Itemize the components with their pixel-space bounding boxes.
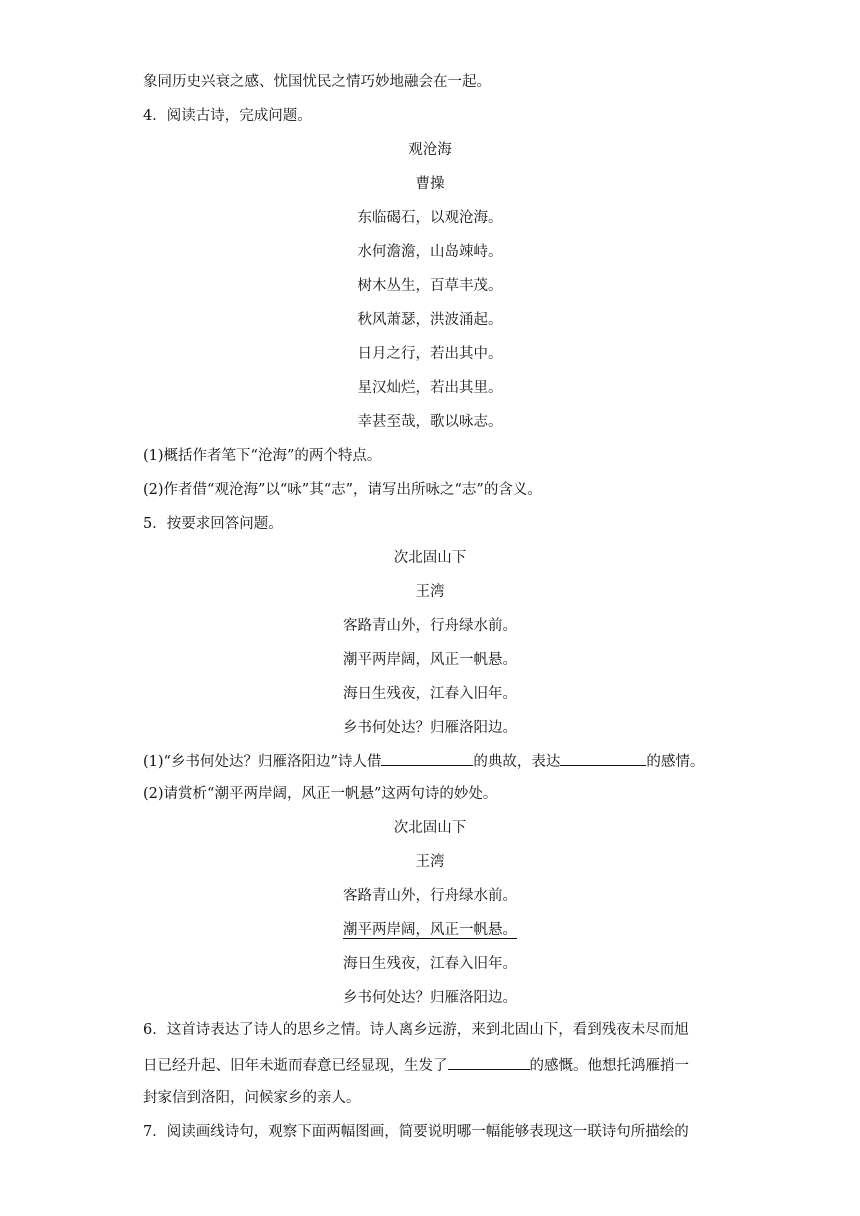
poem-author: 曹操 xyxy=(415,176,445,192)
answer-blank[interactable] xyxy=(560,750,646,766)
poem-line: 树木丛生，百草丰茂。 xyxy=(357,278,503,294)
question-7-line-1: 7．阅读画线诗句，观察下面两幅图画，简要说明哪一幅能够表现这一联诗句所描绘的 xyxy=(143,1124,689,1140)
answer-blank[interactable] xyxy=(448,1054,530,1070)
poem-line: 海日生残夜，江春入旧年。 xyxy=(343,956,517,972)
question-4-prompt: 4．阅读古诗，完成问题。 xyxy=(143,108,312,124)
poem-line: 海日生残夜，江春入旧年。 xyxy=(343,686,517,702)
poem-line: 乡书何处达？归雁洛阳边。 xyxy=(343,720,517,736)
poem-line: 客路青山外，行舟绿水前。 xyxy=(343,888,517,904)
question-4-sub-2: (2)作者借“观沧海”以“咏”其“志”，请写出所咏之“志”的含义。 xyxy=(143,482,542,498)
poem-line: 星汉灿烂，若出其里。 xyxy=(357,380,503,396)
poem-title: 观沧海 xyxy=(408,142,452,158)
poem-title: 次北固山下 xyxy=(393,820,467,836)
underlined-verse: 潮平两岸阔，风正一帆悬。 xyxy=(343,922,517,938)
poem-author: 王湾 xyxy=(415,854,445,870)
question-4-sub-1: (1)概括作者笔下“沧海”的两个特点。 xyxy=(143,448,382,464)
question-5-sub-1 xyxy=(143,750,704,772)
question-text: (1)“乡书何处达？归雁洛阳边”诗人借 xyxy=(143,754,382,770)
question-6-line-3: 封家信到洛阳，问候家乡的亲人。 xyxy=(143,1090,361,1106)
question-6-line-1: 6．这首诗表达了诗人的思乡之情。诗人离乡远游，来到北固山下，看到残夜未尽而旭 xyxy=(143,1022,689,1038)
answer-blank[interactable] xyxy=(381,750,473,766)
poem-line: 东临碣石，以观沧海。 xyxy=(357,210,503,226)
poem-author: 王湾 xyxy=(415,584,445,600)
poem-line: 水何澹澹，山岛竦峙。 xyxy=(357,244,503,260)
poem-title: 次北固山下 xyxy=(393,550,467,566)
question-5-prompt: 5．按要求回答问题。 xyxy=(143,516,283,532)
poem-line: 潮平两岸阔，风正一帆悬。 xyxy=(343,652,517,668)
question-text: 的典故，表达 xyxy=(473,754,561,770)
poem-line-underlined xyxy=(0,920,860,940)
poem-line: 日月之行，若出其中。 xyxy=(357,346,503,362)
question-text: 的感慨。他想托鸿雁捎一 xyxy=(529,1058,689,1074)
question-text: 日已经升起、旧年未逝而春意已经显现，生发了 xyxy=(143,1058,448,1074)
poem-line: 幸甚至哉，歌以咏志。 xyxy=(357,414,503,430)
question-6-line-2 xyxy=(143,1054,689,1076)
poem-line: 客路青山外，行舟绿水前。 xyxy=(343,618,517,634)
question-5-sub-2: (2)请赏析“潮平两岸阔，风正一帆悬”这两句诗的妙处。 xyxy=(143,786,498,802)
poem-line: 乡书何处达？归雁洛阳边。 xyxy=(343,990,517,1006)
paragraph-continuation: 象同历史兴衰之感、忧国忧民之情巧妙地融会在一起。 xyxy=(143,74,491,90)
poem-line: 秋风萧瑟，洪波涌起。 xyxy=(357,312,503,328)
question-text: 的感情。 xyxy=(646,754,705,770)
